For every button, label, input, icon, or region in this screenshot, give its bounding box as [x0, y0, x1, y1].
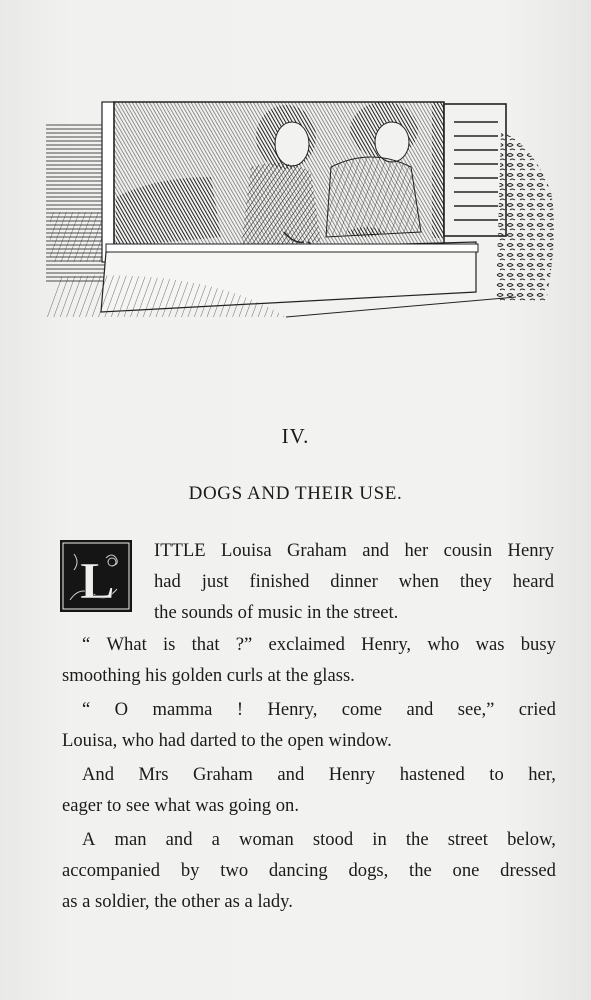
word: was: [475, 634, 505, 655]
word: the: [405, 829, 429, 850]
text-line: [154, 566, 554, 597]
word: just: [201, 571, 229, 592]
word: dressed: [500, 860, 556, 881]
word: is: [163, 634, 176, 655]
word: and: [277, 764, 305, 785]
word: Henry,: [361, 634, 412, 655]
word: two: [220, 860, 249, 881]
paragraph-4: [62, 759, 556, 821]
text-line: the sounds of music in the street.: [154, 602, 399, 623]
word: her: [404, 540, 429, 561]
word: who: [427, 634, 460, 655]
word: !: [236, 699, 244, 720]
word: What: [106, 634, 147, 655]
word: man: [114, 829, 147, 850]
word: they: [459, 571, 492, 592]
word: see,”: [457, 699, 495, 720]
word: and: [406, 699, 434, 720]
dropcap-letter: L: [80, 553, 115, 610]
word: when: [398, 571, 439, 592]
text-line: as a soldier, the other as a lady.: [62, 891, 293, 912]
word: that: [191, 634, 220, 655]
word: had: [154, 571, 181, 592]
word: and: [362, 540, 390, 561]
paragraph-1: [154, 535, 554, 628]
chapter-title: DOGS AND THEIR USE.: [188, 483, 403, 504]
word: a: [211, 829, 220, 850]
text-line: [62, 694, 556, 725]
word: heard: [512, 571, 554, 592]
word: by: [180, 860, 200, 881]
word: Graham: [286, 540, 347, 561]
text-line: Louisa, who had darted to the open window.: [62, 730, 392, 751]
word: and: [165, 829, 193, 850]
word: one: [452, 860, 480, 881]
engraving-illustration: [46, 92, 558, 320]
text-line: [62, 629, 556, 660]
word: cried: [518, 699, 556, 720]
word: And: [82, 764, 115, 785]
word: Henry: [328, 764, 376, 785]
word: Mrs: [138, 764, 169, 785]
window-sill-icon: [46, 242, 516, 317]
word: A: [82, 829, 96, 850]
word: mamma: [152, 699, 213, 720]
word: dogs,: [348, 860, 389, 881]
word: Graham: [193, 764, 253, 785]
word: busy: [520, 634, 556, 655]
chapter-numeral: IV.: [281, 424, 310, 448]
word: Henry: [507, 540, 554, 561]
word: come: [341, 699, 383, 720]
left-wall-icon: [46, 102, 114, 282]
dropcap-ornament-icon: [60, 540, 132, 612]
text-line: smoothing his golden curls at the glass.: [62, 665, 355, 686]
text-line: eager to see what was going on.: [62, 795, 299, 816]
word: street: [447, 829, 488, 850]
word: ?”: [235, 634, 253, 655]
word: dancing: [268, 860, 328, 881]
word: exclaimed: [268, 634, 345, 655]
text-line: [62, 759, 556, 790]
word: stood: [312, 829, 354, 850]
word: Henry,: [267, 699, 318, 720]
text-line: [62, 824, 556, 855]
word: O: [114, 699, 129, 720]
word: “: [82, 634, 91, 655]
word: in: [372, 829, 387, 850]
word: ITTLE: [154, 540, 206, 561]
word: hastened: [399, 764, 465, 785]
paragraph-2: [62, 629, 556, 691]
word: finished: [249, 571, 310, 592]
shutter-icon: [432, 102, 506, 238]
text-line: [62, 855, 556, 886]
word: “: [82, 699, 91, 720]
word: below,: [507, 829, 556, 850]
word: cousin: [443, 540, 493, 561]
word: to: [489, 764, 504, 785]
word: her,: [528, 764, 556, 785]
text-line: [154, 535, 554, 566]
word: Louisa: [221, 540, 272, 561]
paragraph-5: [62, 824, 556, 917]
word: accompanied: [62, 860, 161, 881]
word: the: [409, 860, 432, 881]
word: dinner: [330, 571, 378, 592]
paragraph-3: [62, 694, 556, 756]
word: woman: [239, 829, 294, 850]
